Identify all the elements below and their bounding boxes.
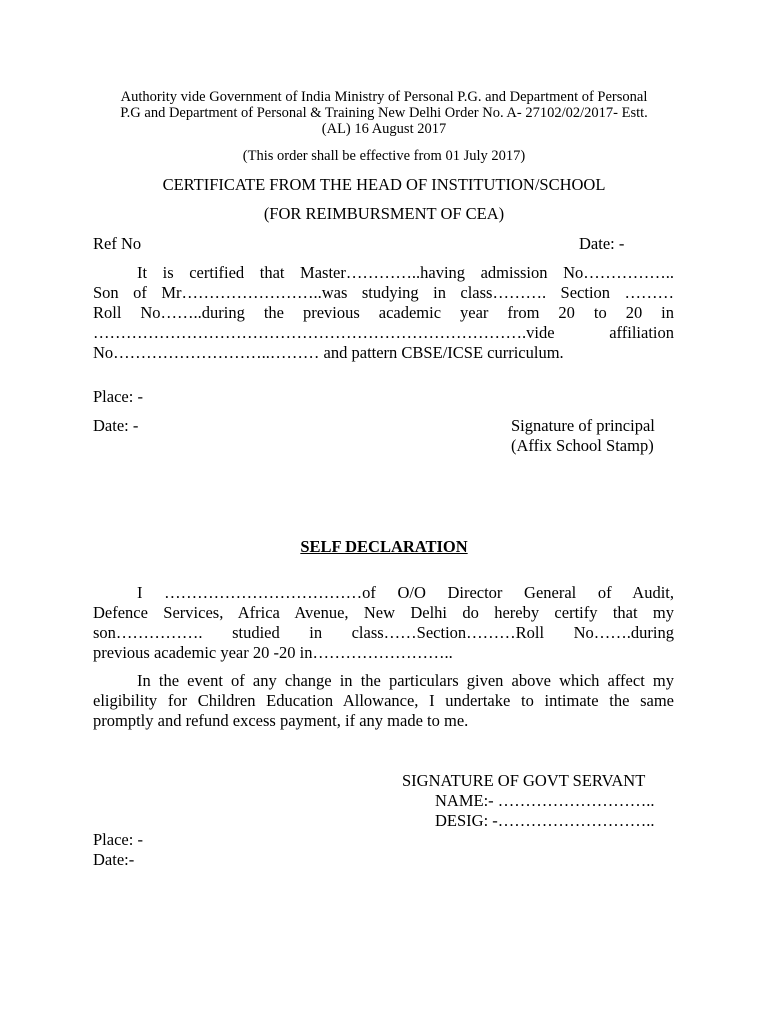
- certificate-body-line: No………………………..……… and pattern CBSE/ICSE curriculum.: [93, 343, 564, 362]
- certificate-date-label: Date: -: [93, 416, 139, 435]
- declaration-date-label: Date:-: [93, 850, 135, 869]
- effective-note: (This order shall be effective from 01 July 2017): [242, 148, 526, 164]
- declaration-line: previous academic year 20 -20 in……………………..: [93, 643, 453, 662]
- principal-signature-label: Signature of principal: [511, 416, 655, 435]
- authority-line-1: Authority vide Government of India Ministry of Personal P.G. and Department of Personal: [120, 89, 648, 105]
- declaration-paragraph-2: [93, 671, 674, 731]
- declaration-line: eligibility for Children Education Allowance, I undertake to intimate the same: [93, 691, 674, 710]
- certificate-place-label: Place: -: [93, 387, 143, 406]
- declaration-line: Defence Services, Africa Avenue, New Delhi do hereby certify that my: [93, 603, 674, 622]
- certificate-body-line: …………………………………………………………………….vide affiliation: [93, 323, 674, 342]
- authority-line-3: (AL) 16 August 2017: [321, 121, 447, 137]
- declaration-line: son……………. studied in class……Section………Roll No…….during: [93, 623, 674, 642]
- declaration-line: I ………………………………of O/O Director General of Audit,: [137, 583, 674, 602]
- certificate-body-line: It is certified that Master…………..having admission No……………..: [137, 263, 674, 282]
- declaration-line: In the event of any change in the particulars given above which affect my: [137, 671, 674, 690]
- name-field-label: NAME:- ………………………..: [435, 791, 655, 810]
- ref-date-label: Date: -: [579, 234, 625, 253]
- desig-field-label: DESIG: -………………………..: [435, 811, 655, 830]
- self-declaration-title: SELF DECLARATION: [300, 537, 468, 556]
- declaration-line: promptly and refund excess payment, if any made to me.: [93, 711, 469, 730]
- govt-servant-signature-label: SIGNATURE OF GOVT SERVANT: [402, 771, 646, 790]
- certificate-subtitle: (FOR REIMBURSMENT OF CEA): [263, 204, 505, 223]
- declaration-place-label: Place: -: [93, 830, 143, 849]
- certificate-body-line: Son of Mr……………………..was studying in class………. Section ………: [93, 283, 674, 302]
- ref-no-label: Ref No: [93, 234, 142, 253]
- certificate-body-line: Roll No……..during the previous academic year from 20 to 20 in: [93, 303, 674, 322]
- certificate-body: [93, 263, 674, 363]
- declaration-paragraph-1: [93, 583, 674, 663]
- authority-line-2: P.G and Department of Personal & Training New Delhi Order No. A- 27102/02/2017- Estt.: [120, 105, 648, 121]
- school-stamp-label: (Affix School Stamp): [511, 436, 654, 455]
- certificate-title: CERTIFICATE FROM THE HEAD OF INSTITUTION/SCHOOL: [162, 175, 606, 194]
